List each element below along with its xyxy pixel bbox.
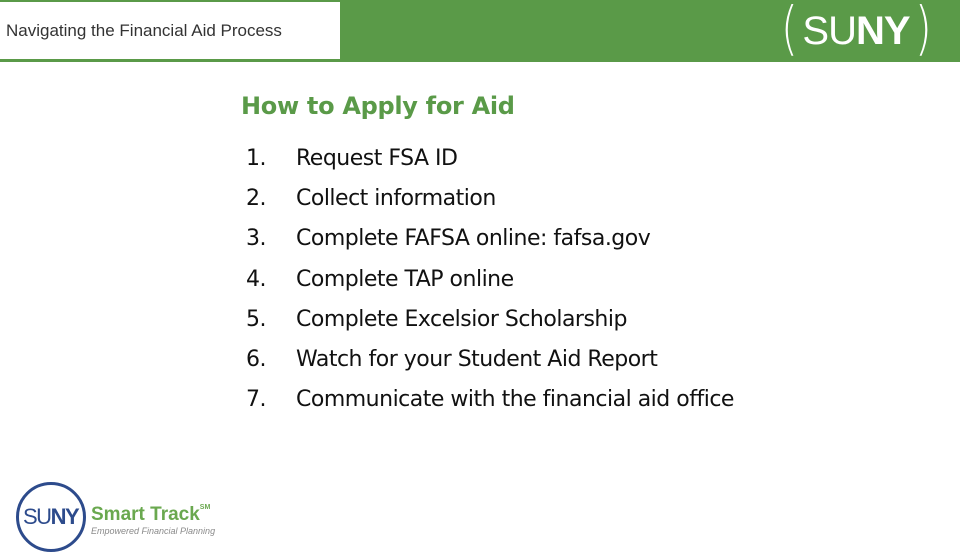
- smart-track-suny-wordmark: [23, 504, 78, 530]
- step-item: [246, 339, 734, 379]
- step-number: 4.: [246, 266, 266, 292]
- step-item: [246, 380, 734, 420]
- smart-track-name: [91, 504, 210, 526]
- suny-smart-track-logo: [16, 480, 216, 540]
- step-number: 6.: [246, 347, 266, 373]
- step-text: Watch for your Student Aid Report: [296, 347, 658, 373]
- step-item: [246, 178, 734, 218]
- step-text: Request FSA ID: [296, 145, 458, 171]
- slide-deck-title: Navigating the Financial Aid Process: [6, 20, 282, 40]
- suny-logo: [780, 0, 932, 62]
- step-number: 3.: [246, 226, 266, 252]
- step-number: 1.: [246, 145, 266, 171]
- step-number: 2.: [246, 185, 266, 211]
- header-title-box: [0, 2, 340, 59]
- slide-heading: How to Apply for Aid: [241, 92, 515, 120]
- step-number: 7.: [246, 387, 266, 413]
- step-text: Complete TAP online: [296, 266, 514, 292]
- suny-logo-su: SU: [802, 9, 856, 53]
- suny-logo-close-paren: ): [914, 0, 932, 62]
- step-number: 5.: [246, 306, 266, 332]
- step-item: [246, 259, 734, 299]
- smart-track-ny: NY: [50, 504, 79, 529]
- step-text: Complete Excelsior Scholarship: [296, 306, 627, 332]
- header-bar: [0, 0, 960, 62]
- step-text: Complete FAFSA online: fafsa.gov: [296, 226, 651, 252]
- step-text: Communicate with the financial aid office: [296, 387, 734, 413]
- suny-logo-wordmark: [800, 11, 911, 51]
- smart-track-trademark: SM: [199, 504, 211, 511]
- step-item: [246, 138, 734, 178]
- suny-logo-open-paren: (: [780, 0, 798, 62]
- suny-logo-ny: NY: [856, 9, 910, 53]
- steps-list: [246, 138, 734, 420]
- smart-track-name-text: Smart Track: [91, 504, 200, 525]
- step-text: Collect information: [296, 185, 496, 211]
- smart-track-tagline: Empowered Financial Planning: [91, 526, 216, 536]
- step-item: [246, 219, 734, 259]
- smart-track-su: SU: [23, 504, 51, 529]
- step-item: [246, 299, 734, 339]
